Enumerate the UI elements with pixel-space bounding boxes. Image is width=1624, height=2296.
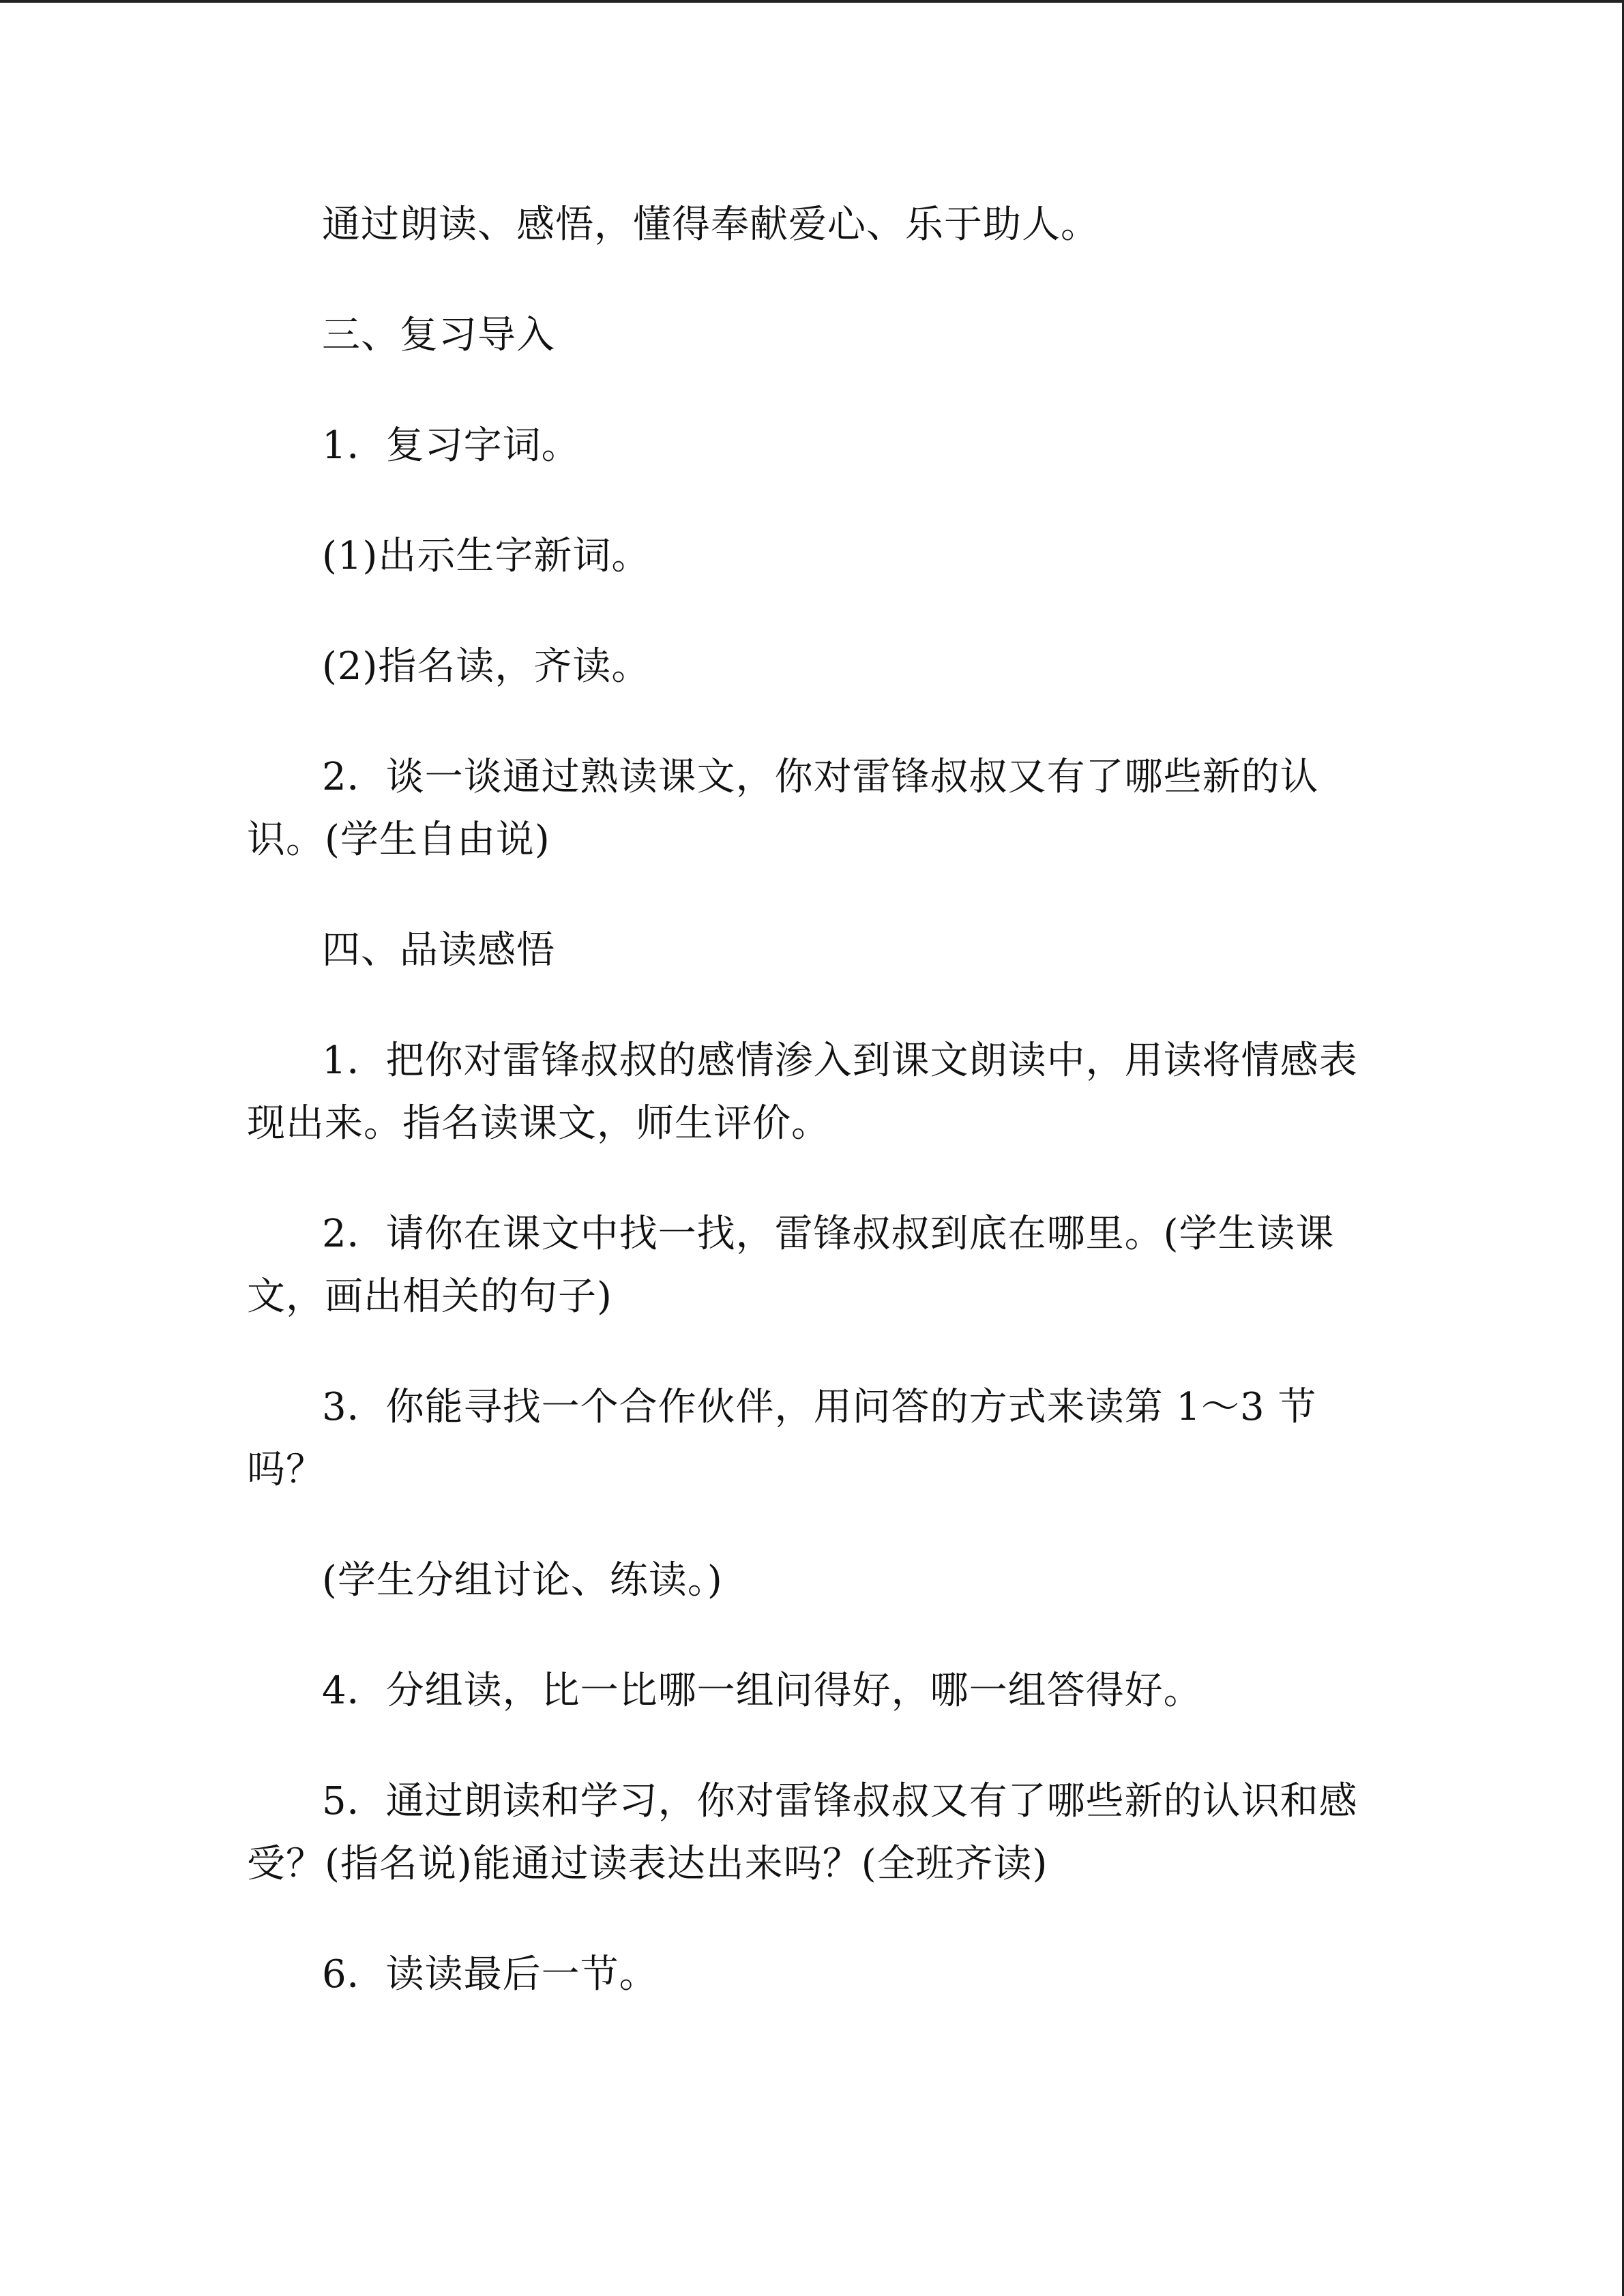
list-item-emotional-reading: 1．把你对雷锋叔叔的感情渗入到课文朗读中，用读将情感表现出来。指名读课文，师生评价。 xyxy=(247,1039,1358,1146)
list-subitem-show-words: (1)出示生字新词。 xyxy=(322,534,651,578)
list-item-last-section: 6．读读最后一节。 xyxy=(322,1952,658,1997)
list-subitem-read: (2)指名读，齐读。 xyxy=(322,644,651,689)
list-note-group-discussion: (学生分组讨论、练读。) xyxy=(322,1558,723,1602)
list-item-group-reading: 4．分组读，比一比哪一组问得好，哪一组答得好。 xyxy=(322,1669,1202,1713)
list-item-discuss: 2．谈一谈通过熟读课文，你对雷锋叔叔又有了哪些新的认识。(学生自由说) xyxy=(247,755,1319,862)
page-top-border xyxy=(0,0,1624,3)
list-item-partner-reading: 3．你能寻找一个合作伙伴，用问答的方式来读第 1～3 节吗？ xyxy=(247,1385,1317,1492)
list-item-review-words: 1．复习字词。 xyxy=(322,423,580,468)
heading-reading-insight: 四、品读感悟 xyxy=(322,928,555,972)
list-item-new-understanding: 5．通过朗读和学习，你对雷锋叔叔又有了哪些新的认识和感受？(指名说)能通过读表达出来吗？(全班齐读) xyxy=(247,1779,1358,1886)
heading-review-intro: 三、复习导入 xyxy=(322,313,555,357)
paragraph-goal: 通过朗读、感悟，懂得奉献爱心、乐于助人。 xyxy=(322,203,1099,247)
list-item-find-in-text: 2．请你在课文中找一找，雷锋叔叔到底在哪里。(学生读课文，画出相关的句子) xyxy=(247,1212,1335,1319)
document-body xyxy=(247,194,1379,2054)
